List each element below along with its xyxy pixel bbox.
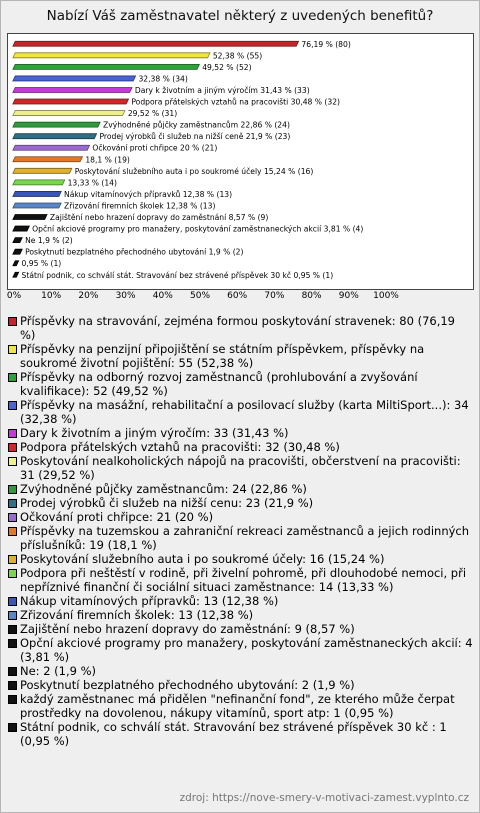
x-tick-label: 20% xyxy=(78,291,99,301)
legend-swatch xyxy=(8,513,17,522)
legend-text: Příspěvky na odborný rozvoj zaměstnanců (prohlubování a zvyšování kvalifikace): 52 (49,52 %) xyxy=(20,370,418,398)
legend-text: Příspěvky na penzijní připojištění se státním příspěvkem, příspěvky na soukromé životní pojištění: 55 (52,38 %) xyxy=(20,342,425,370)
bar-label-15: Zřizování firemních školek 12,38 % (13) xyxy=(64,201,216,211)
bar-12 xyxy=(13,168,72,173)
legend-item-12 xyxy=(7,552,473,566)
bar-7 xyxy=(13,111,125,116)
legend-text: Podpora přátelských vztahů na pracovišti: 32 (30,48 %) xyxy=(20,440,340,454)
legend-text: Poskytování nealkoholických nápojů na pracovišti, občerstvení na pracovišti: 31 (29,52 %) xyxy=(20,454,461,482)
plot-area xyxy=(7,33,474,290)
source-note: zdroj: https://nove-smery-v-motivaci-zamest.vyplnto.cz xyxy=(179,792,469,804)
legend-swatch xyxy=(8,681,17,690)
bar-label-21: Státní podnik, co schválí stát. Stravování bez strávené příspěvek 30 kč 0,95 % (1) xyxy=(21,270,334,280)
x-tick-label: 30% xyxy=(115,291,136,301)
bar-label-18: Ne 1,9 % (2) xyxy=(25,236,73,246)
legend-item-5 xyxy=(7,426,473,440)
bar-label-16: Zajištění nebo hrazení dopravy do zaměstnání 8,57 % (9) xyxy=(49,213,269,223)
bar-label-14: Nákup vitamínových přípravků 12,38 % (13) xyxy=(64,189,233,199)
bar-18 xyxy=(13,238,22,243)
legend-text: Očkování proti chřipce: 21 (20 %) xyxy=(20,510,214,524)
bar-label-6: Podpora přátelských vztahů na pracovišti 30,48 % (32) xyxy=(131,97,341,107)
legend-text: Zvýhodněné půjčky zaměstnancům: 24 (22,86 %) xyxy=(20,482,307,496)
legend-item-7 xyxy=(7,454,473,482)
x-tick-label: 80% xyxy=(301,291,322,301)
legend-item-16 xyxy=(7,622,473,636)
bar-4 xyxy=(13,76,136,81)
legend-text: Podpora při neštěstí v rodině, při živelní pohromě, při dlouhodobé nemoci, při nepříznivé finanční či sociální situaci zaměstnance: 14 (13,33 %) xyxy=(20,566,467,594)
legend-text: Poskytování služebního auta i po soukromé účely: 16 (15,24 %) xyxy=(20,552,385,566)
legend-text: Opční akciové programy pro manažery, poskytování zaměstnaneckých akcií: 4 (3,81 %) xyxy=(20,636,473,664)
chart-title: Nabízí Váš zaměstnavatel některý z uvedených benefitů? xyxy=(46,8,434,24)
legend-swatch xyxy=(8,597,17,606)
bar-chart-svg xyxy=(8,34,473,289)
legend-swatch xyxy=(8,723,17,732)
bar-label-7: 29,52 % (31) xyxy=(127,109,178,119)
legend-swatch xyxy=(8,611,17,620)
bar-16 xyxy=(13,215,47,220)
legend-swatch xyxy=(8,443,17,452)
legend-item-9 xyxy=(7,496,473,510)
legend-text: Dary k životním a jiným výročím: 33 (31,43 %) xyxy=(20,426,289,440)
bar-label-10: Očkování proti chřipce 20 % (21) xyxy=(92,143,218,153)
legend-text: Příspěvky na tuzemskou a zahraniční rekreaci zaměstnanců a jejich rodinných příslušníků: 19 (18,1 %) xyxy=(20,524,470,552)
x-tick-label: 70% xyxy=(264,291,285,301)
legend-item-2 xyxy=(7,342,473,370)
legend-item-1 xyxy=(7,314,473,342)
x-tick-label: 10% xyxy=(41,291,62,301)
bar-17 xyxy=(13,226,30,231)
bar-14 xyxy=(13,191,61,196)
bar-9 xyxy=(13,134,97,139)
legend-item-11 xyxy=(7,524,473,552)
bar-label-4: 32,38 % (34) xyxy=(138,74,188,84)
legend-swatch xyxy=(8,401,17,410)
bar-label-17: Opční akciové programy pro manažery, poskytování zaměstnaneckých akcií 3,81 % (4) xyxy=(32,224,364,234)
legend-item-21 xyxy=(7,720,473,748)
legend-text: Zřizování firemních školek: 13 (12,38 %) xyxy=(20,608,254,622)
legend-swatch xyxy=(8,667,17,676)
x-tick-label: 50% xyxy=(189,291,211,301)
legend-item-19 xyxy=(7,678,473,692)
bar-6 xyxy=(13,99,129,104)
legend-swatch xyxy=(8,499,17,508)
legend-swatch xyxy=(8,695,17,704)
legend-swatch xyxy=(8,345,17,354)
bar-13 xyxy=(13,180,65,185)
legend-item-15 xyxy=(7,608,473,622)
legend-text: Státní podnik, co schválí stát. Stravování bez strávené příspěvek 30 kč : 1 (0,95 %) xyxy=(20,720,447,748)
bar-label-5: Dary k životním a jiným výročím 31,43 % (33) xyxy=(134,85,310,95)
legend-swatch xyxy=(8,639,17,648)
bar-8 xyxy=(13,122,100,127)
bar-label-8: Zvýhodněné půjčky zaměstnancům 22,86 % (24) xyxy=(103,120,290,130)
legend-text: Poskytnutí bezplatného přechodného ubytování: 2 (1,9 %) xyxy=(20,678,355,692)
legend-item-10 xyxy=(7,510,473,524)
legend-swatch xyxy=(8,457,17,466)
legend-swatch xyxy=(8,317,17,326)
legend-item-4 xyxy=(7,398,473,426)
legend xyxy=(7,314,473,748)
legend-item-17 xyxy=(7,636,473,664)
legend-item-3 xyxy=(7,370,473,398)
bar-15 xyxy=(13,203,61,208)
legend-swatch xyxy=(8,429,17,438)
legend-item-20 xyxy=(7,692,473,720)
bar-label-19: Poskytnutí bezplatného přechodného ubytování 1,9 % (2) xyxy=(25,247,244,257)
legend-text: Nákup vitamínových přípravků: 13 (12,38 %) xyxy=(20,594,279,608)
bar-20 xyxy=(13,261,19,266)
legend-text: Příspěvky na masážní, rehabilitační a posilovací služby (karta MiltiSport...): 34 (32,38 %) xyxy=(20,398,469,426)
legend-text: Ne: 2 (1,9 %) xyxy=(20,664,97,678)
bar-3 xyxy=(13,64,200,69)
bar-label-20: 0,95 % (1) xyxy=(21,259,62,269)
legend-swatch xyxy=(8,485,17,494)
legend-text: Prodej výrobků či služeb na nižší cenu: 23 (21,9 %) xyxy=(20,496,314,510)
bar-10 xyxy=(13,145,90,150)
legend-item-18 xyxy=(7,664,473,678)
x-tick-label: 0% xyxy=(6,291,22,301)
x-axis-ticks xyxy=(0,291,480,307)
bar-label-9: Prodej výrobků či služeb na nižší ceně 21,9 % (23) xyxy=(99,132,291,142)
legend-item-14 xyxy=(7,594,473,608)
bar-label-1: 76,19 % (80) xyxy=(301,39,351,49)
bar-label-2: 52,38 % (55) xyxy=(212,51,263,61)
bar-label-13: 13,33 % (14) xyxy=(67,178,117,188)
legend-swatch xyxy=(8,555,17,564)
legend-swatch xyxy=(8,625,17,634)
bar-11 xyxy=(13,157,83,162)
bar-2 xyxy=(13,53,210,58)
x-tick-label: 90% xyxy=(338,291,359,301)
bar-19 xyxy=(13,249,22,254)
bar-21 xyxy=(13,272,19,277)
legend-item-6 xyxy=(7,440,473,454)
bar-label-12: Poskytování služebního auta i po soukromé účely 15,24 % (16) xyxy=(74,166,314,176)
x-tick-label: 60% xyxy=(227,291,248,301)
legend-text: každý zaměstnanec má přidělen "nefinanční fond", ze kterého může čerpat prostředky na dovolenou, nákupy vitamínů, sport atp: 1 (0,95 %) xyxy=(20,692,455,720)
bar-5 xyxy=(13,87,132,92)
legend-item-13 xyxy=(7,566,473,594)
x-tick-label: 100% xyxy=(373,291,399,301)
bar-label-3: 49,52 % (52) xyxy=(202,62,252,72)
legend-item-8 xyxy=(7,482,473,496)
bar-label-11: 18,1 % (19) xyxy=(85,155,130,165)
legend-swatch xyxy=(8,527,17,536)
legend-text: Příspěvky na stravování, zejména formou poskytování stravenek: 80 (76,19 %) xyxy=(20,314,455,342)
legend-text: Zajištění nebo hrazení dopravy do zaměstnání: 9 (8,57 %) xyxy=(20,622,355,636)
legend-swatch xyxy=(8,373,17,382)
legend-swatch xyxy=(8,569,17,578)
x-tick-label: 40% xyxy=(152,291,173,301)
bar-1 xyxy=(13,41,299,46)
